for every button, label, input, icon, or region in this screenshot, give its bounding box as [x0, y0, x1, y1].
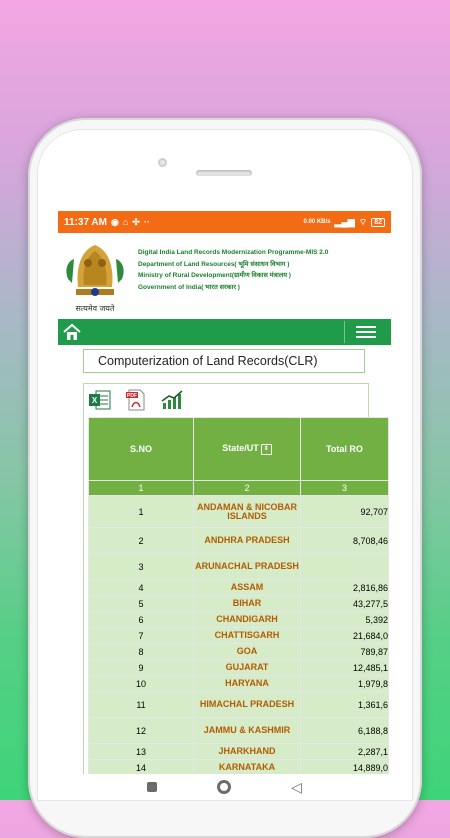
whatsapp-icon: ◉	[110, 216, 119, 227]
home-button-icon[interactable]	[217, 780, 231, 794]
cell-sno: 11	[89, 692, 194, 718]
table-row	[89, 692, 389, 718]
emblem-motto: सत्यमेव जयते	[75, 304, 115, 313]
table-row	[89, 744, 389, 760]
svg-text:X: X	[91, 396, 98, 405]
table-row	[89, 554, 389, 580]
col-number: 1	[89, 481, 194, 496]
home-icon[interactable]	[62, 323, 82, 341]
page-title: Computerization of Land Records(CLR)	[83, 349, 365, 373]
cell-total: 1,979,8	[301, 676, 389, 692]
cell-state[interactable]: HARYANA	[194, 676, 301, 692]
more-icon: ··	[143, 217, 150, 227]
cell-sno: 12	[89, 718, 194, 744]
table-row	[89, 496, 389, 528]
cell-total	[301, 554, 389, 580]
cell-sno: 1	[89, 496, 194, 528]
cell-sno: 3	[89, 554, 194, 580]
table-row	[89, 660, 389, 676]
cell-total: 43,277,5	[301, 596, 389, 612]
cell-sno: 7	[89, 628, 194, 644]
col-header-sno[interactable]: S.NO	[89, 418, 194, 481]
header-line: Digital India Land Records Modernization Programme-MIS 2.0	[138, 249, 329, 256]
cell-total: 14,889,0	[301, 760, 389, 776]
header-line: Ministry of Rural Development(ग्रामीण विकास मंत्रालय )	[138, 272, 291, 279]
cell-sno: 4	[89, 580, 194, 596]
cell-total: 6,188,8	[301, 718, 389, 744]
cell-sno: 13	[89, 744, 194, 760]
data-speed: 0.00 KB/s	[303, 219, 331, 225]
cell-state[interactable]: JAMMU & KASHMIR	[194, 718, 301, 744]
ministry-text-block	[138, 247, 328, 293]
cell-sno: 6	[89, 612, 194, 628]
col-number: 3	[301, 481, 389, 496]
cell-sno: 9	[89, 660, 194, 676]
report-table-container[interactable]	[83, 383, 388, 776]
cell-total: 21,684,0	[301, 628, 389, 644]
back-button-icon[interactable]	[147, 782, 157, 792]
sort-icon[interactable]: ⇕	[261, 444, 272, 455]
cell-sno: 10	[89, 676, 194, 692]
wifi-icon: ⌔	[358, 216, 368, 227]
table-row	[89, 612, 389, 628]
home-icon: ⌂	[122, 217, 129, 227]
cell-total: 2,287,1	[301, 744, 389, 760]
cell-state[interactable]: ASSAM	[194, 580, 301, 596]
chart-icon[interactable]	[160, 389, 184, 411]
grid-icon: ✣	[132, 216, 140, 227]
cell-total: 1,361,6	[301, 692, 389, 718]
cell-sno: 14	[89, 760, 194, 776]
table-row	[89, 644, 389, 660]
land-records-table	[88, 417, 389, 776]
table-row	[89, 718, 389, 744]
national-emblem-icon	[60, 239, 130, 315]
pdf-icon[interactable]	[124, 389, 148, 411]
cell-state[interactable]: GOA	[194, 644, 301, 660]
col-header-state[interactable]	[194, 418, 301, 481]
hamburger-menu-button[interactable]	[344, 321, 387, 343]
front-camera	[158, 158, 167, 167]
status-bar	[58, 211, 391, 233]
status-time: 11:37 AM	[64, 216, 107, 228]
cell-state[interactable]: HIMACHAL PRADESH	[194, 692, 301, 718]
cell-total: 2,816,86	[301, 580, 389, 596]
cell-state[interactable]: CHATTISGARH	[194, 628, 301, 644]
battery-indicator: 82	[371, 218, 385, 227]
export-toolbar	[84, 384, 368, 416]
cell-state[interactable]: BIHAR	[194, 596, 301, 612]
cell-state[interactable]: ANDHRA PRADESH	[194, 528, 301, 554]
cell-total: 12,485,1	[301, 660, 389, 676]
government-header	[58, 233, 391, 319]
table-row	[89, 580, 389, 596]
cell-sno: 8	[89, 644, 194, 660]
table-row	[89, 528, 389, 554]
table-row	[89, 628, 389, 644]
signal-icon: ▂▄▆	[334, 216, 355, 227]
excel-icon[interactable]	[88, 389, 112, 411]
col-header-total[interactable]: Total RO	[301, 418, 389, 481]
top-nav-bar	[58, 319, 391, 345]
cell-total: 92,707	[301, 496, 389, 528]
col-header-state-label: State/UT	[222, 443, 259, 454]
header-line: Government of India( भारत सरकार )	[138, 283, 240, 291]
cell-total: 5,392	[301, 612, 389, 628]
header-line: Department of Land Resources( भूमि संसाधन विभाग )	[138, 260, 290, 268]
cell-total: 789,87	[301, 644, 389, 660]
cell-state[interactable]: KARNATAKA	[194, 760, 301, 776]
earpiece-speaker	[196, 170, 252, 176]
cell-total: 8,708,46	[301, 528, 389, 554]
cell-state[interactable]: JHARKHAND	[194, 744, 301, 760]
cell-state[interactable]: CHANDIGARH	[194, 612, 301, 628]
cell-state[interactable]: ANDAMAN & NICOBAR ISLANDS	[194, 496, 301, 528]
svg-text:PDF: PDF	[127, 393, 137, 399]
android-nav-bar	[58, 774, 391, 800]
table-row	[89, 676, 389, 692]
cell-sno: 2	[89, 528, 194, 554]
recents-button-icon[interactable]: ◁	[291, 779, 302, 795]
col-number: 2	[194, 481, 301, 496]
cell-state[interactable]: ARUNACHAL PRADESH	[194, 554, 301, 580]
table-row	[89, 596, 389, 612]
cell-sno: 5	[89, 596, 194, 612]
cell-state[interactable]: GUJARAT	[194, 660, 301, 676]
